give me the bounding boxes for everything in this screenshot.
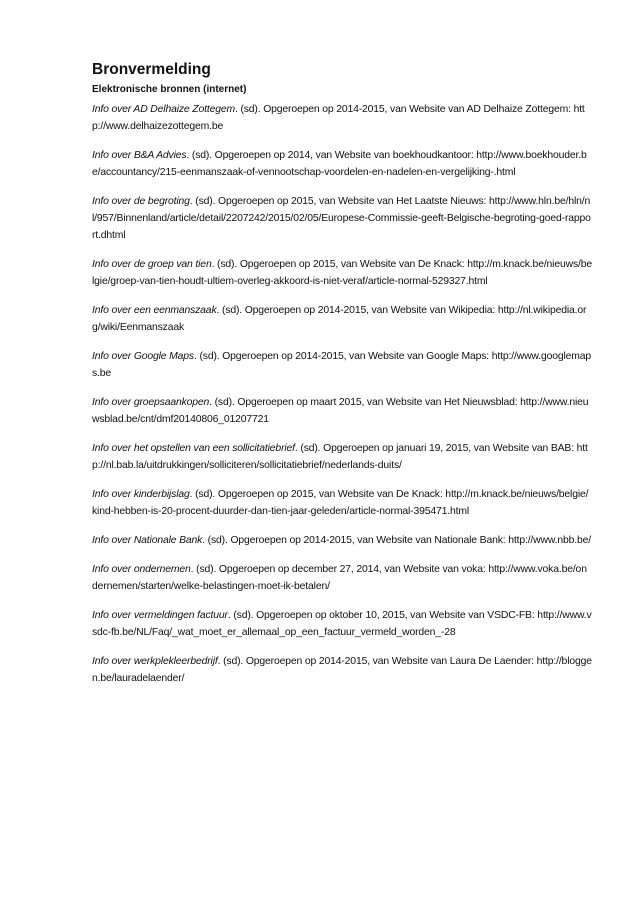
reference-title: Info over vermeldingen factuur bbox=[92, 610, 228, 621]
document-page bbox=[92, 60, 592, 699]
reference-entry bbox=[92, 561, 592, 595]
reference-title: Info over ondernemen bbox=[92, 564, 191, 575]
reference-details: . (sd). Opgeroepen op 2015, van Website van De Knack: http://m.knack.be/nieuws/belgie/groep-van-tien-houdt-ultiem-overleg-akkoord-is-niet-veraf/article-normal-529327.html bbox=[92, 259, 592, 287]
reference-details: . (sd). Opgeroepen op 2014-2015, van Website van Wikipedia: http://nl.wikipedia.org/wiki/Eenmanszaak bbox=[92, 305, 587, 333]
reference-entry bbox=[92, 256, 592, 290]
reference-title: Info over B&A Advies bbox=[92, 150, 187, 161]
page-title: Bronvermelding bbox=[92, 61, 211, 78]
reference-details: . (sd). Opgeroepen op oktober 10, 2015, van Website van VSDC-FB: http://www.vsdc-fb.be/NL/Faq/_wat_moet_er_allemaal_op_een_factuur_vermeld_worden_-28 bbox=[92, 610, 592, 638]
reference-list bbox=[92, 101, 592, 687]
reference-entry bbox=[92, 607, 592, 641]
reference-title: Info over een eenmanszaak bbox=[92, 305, 217, 316]
reference-entry bbox=[92, 440, 592, 474]
reference-entry bbox=[92, 101, 592, 135]
reference-details: . (sd). Opgeroepen op 2014-2015, van Website van AD Delhaize Zottegem: http://www.delhaizezottegem.be bbox=[92, 104, 585, 132]
reference-entry bbox=[92, 193, 592, 244]
reference-details: . (sd). Opgeroepen op maart 2015, van Website van Het Nieuwsblad: http://www.nieuwsblad.be/cnt/dmf20140806_01207721 bbox=[92, 397, 589, 425]
reference-title: Info over AD Delhaize Zottegem bbox=[92, 104, 235, 115]
reference-entry bbox=[92, 486, 592, 520]
reference-title: Info over Google Maps bbox=[92, 351, 194, 362]
reference-entry bbox=[92, 394, 592, 428]
reference-entry bbox=[92, 302, 592, 336]
reference-details: . (sd). Opgeroepen op 2015, van Website van Het Laatste Nieuws: http://www.hln.be/hln/nl/957/Binnenland/article/detail/2207242/2015/02/05/Europese-Commissie-geeft-Belgische-begroting-goed-rapport.dhtml bbox=[92, 196, 591, 241]
reference-details: . (sd). Opgeroepen op december 27, 2014, van Website van voka: http://www.voka.be/ondernemen/starten/welke-belastingen-moet-ik-betalen/ bbox=[92, 564, 587, 592]
reference-title: Info over de begroting bbox=[92, 196, 190, 207]
reference-title: Info over werkplekleerbedrijf bbox=[92, 656, 218, 667]
reference-title: Info over groepsaankopen bbox=[92, 397, 210, 408]
reference-details: . (sd). Opgeroepen op 2014-2015, van Website van Laura De Laender: http://bloggen.be/lauradelaender/ bbox=[92, 656, 592, 684]
section-subtitle: Elektronische bronnen (internet) bbox=[92, 84, 247, 95]
reference-title: Info over het opstellen van een sollicitatiebrief bbox=[92, 443, 295, 454]
reference-title: Info over Nationale Bank bbox=[92, 535, 203, 546]
reference-title: Info over de groep van tien bbox=[92, 259, 212, 270]
reference-details: . (sd). Opgeroepen op 2014, van Website van boekhoudkantoor: http://www.boekhouder.be/accountancy/215-eenmanszaak-of-vennootschap-voordelen-en-nadelen-en-vergelijking-.html bbox=[92, 150, 587, 178]
reference-entry bbox=[92, 653, 592, 687]
reference-entry bbox=[92, 532, 592, 549]
reference-details: . (sd). Opgeroepen op 2014-2015, van Website van Nationale Bank: http://www.nbb.be/ bbox=[202, 535, 592, 546]
reference-details: . (sd). Opgeroepen op 2014-2015, van Website van Google Maps: http://www.googlemaps.be bbox=[92, 351, 592, 379]
reference-entry bbox=[92, 348, 592, 382]
reference-details: . (sd). Opgeroepen op januari 19, 2015, van Website van BAB: http://nl.bab.la/uitdrukkingen/solliciteren/sollicitatiebrief/nederlands-duits/ bbox=[92, 443, 588, 471]
reference-details: . (sd). Opgeroepen op 2015, van Website van De Knack: http://m.knack.be/nieuws/belgie/kind-hebben-is-20-procent-duurder-dan-tien-jaar-geleden/article-normal-395471.html bbox=[92, 489, 589, 517]
reference-entry bbox=[92, 147, 592, 181]
reference-title: Info over kinderbijslag bbox=[92, 489, 190, 500]
